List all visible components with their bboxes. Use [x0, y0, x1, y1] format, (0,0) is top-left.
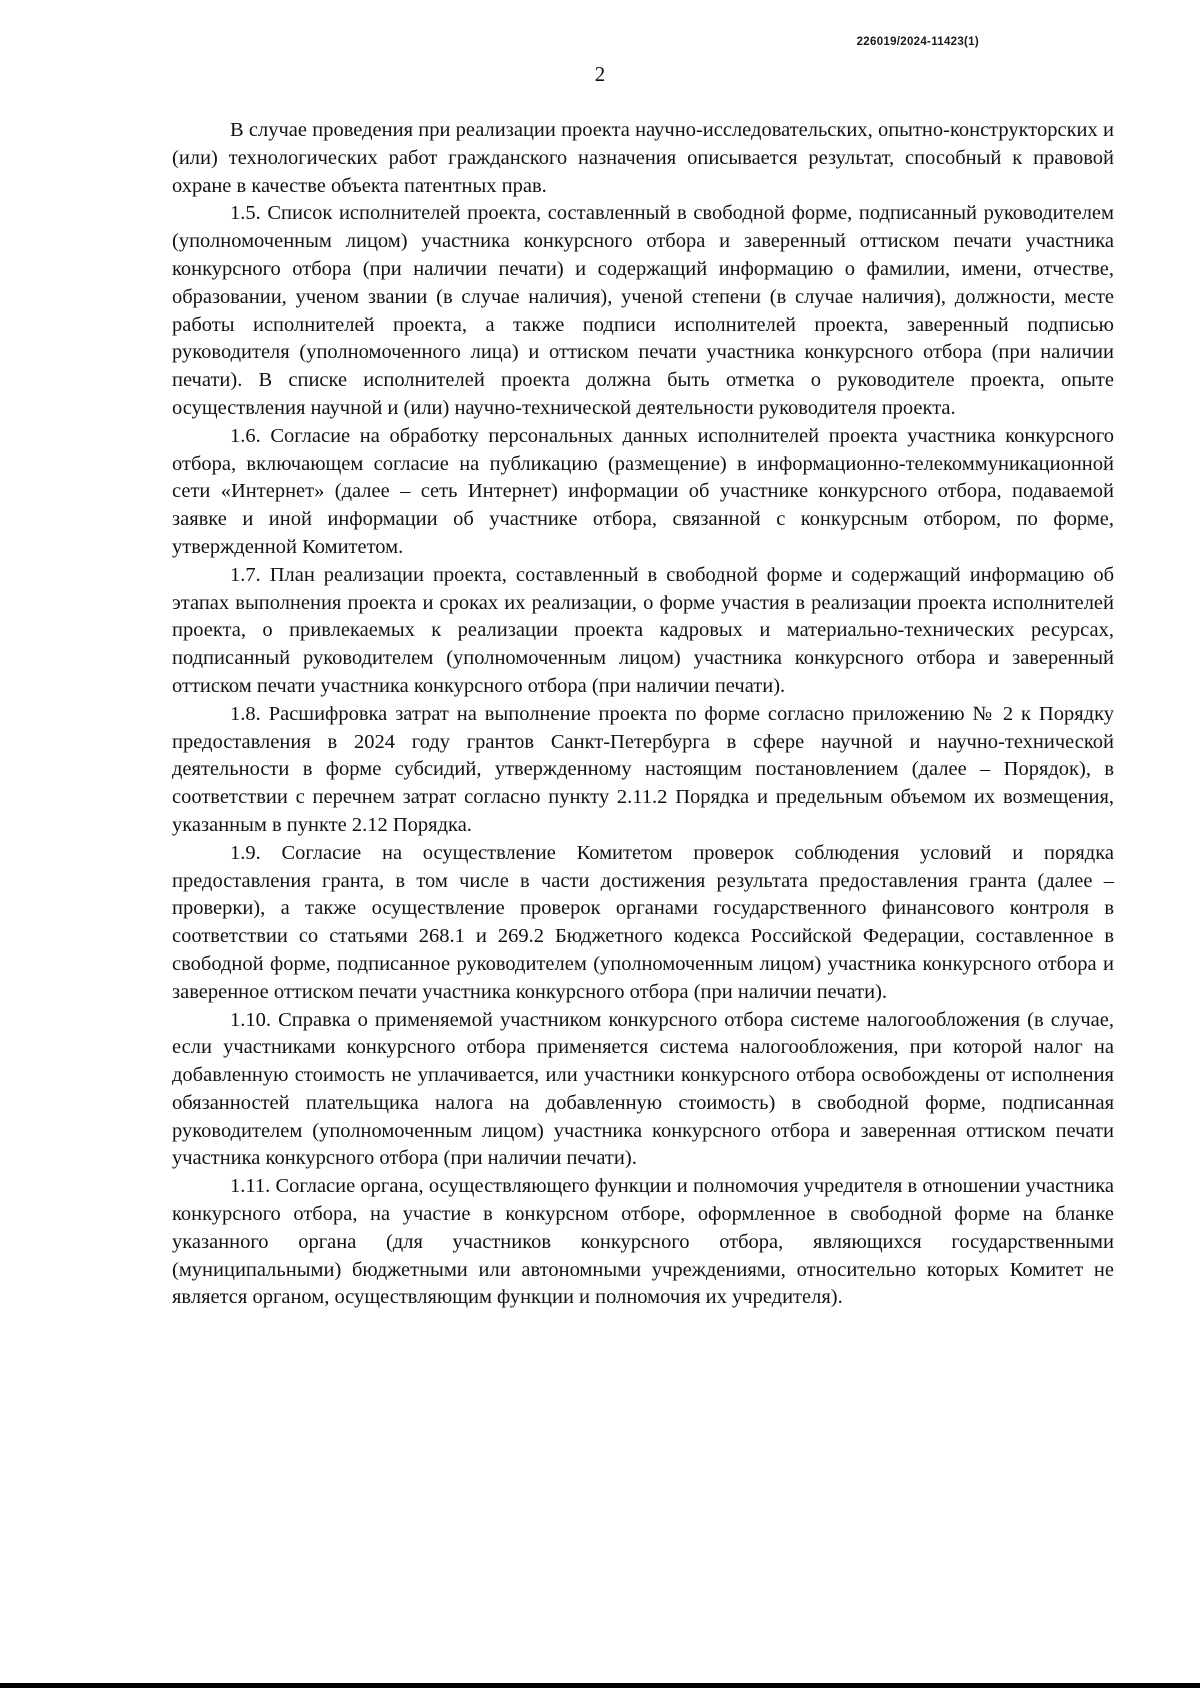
paragraph-1-6-personal-data-consent: 1.6. Согласие на обработку персональных данных исполнителей проекта участника конкурсного отбора, включающем согласие на публикацию (размещение) в информационно-телекоммуникационной сети «Интернет» (далее – сеть Интернет) информации об участнике конкурсного отбора, подаваемой заявке и иной информации об участнике отбора, связанной с конкурсным отбором, по форме, утвержденной Комитетом.	[172, 424, 1114, 558]
paragraph-1-10-tax-certificate: 1.10. Справка о применяемой участником конкурсного отбора системе налогообложения (в случае, если участниками конкурсного отбора применяется система налогообложения, при которой налог на добавленную стоимость не уплачивается, или участники конкурсного отбора освобождены от исполнения обязанностей плательщика налога на добавленную стоимость) в свободной форме, подписанная руководителем (уполномоченным лицом) участника конкурсного отбора и заверенная оттиском печати участника конкурсного отбора (при наличии печати).	[172, 1008, 1114, 1170]
page-number: 2	[594, 62, 606, 86]
paragraph-1-9-inspection-consent: 1.9. Согласие на осуществление Комитетом проверок соблюдения условий и порядка предоставления гранта, в том числе в части достижения результата предоставления гранта (далее – проверки), а также осуществление проверок органами государственного финансового контроля в соответствии со статьями 268.1 и 269.2 Бюджетного кодекса Российской Федерации, составленное в свободной форме, подписанное руководителем (уполномоченным лицом) участника конкурсного отбора и заверенное оттиском печати участника конкурсного отбора (при наличии печати).	[172, 841, 1114, 1003]
scan-bottom-edge	[0, 1683, 1200, 1688]
paragraph-1-7-implementation-plan: 1.7. План реализации проекта, составленный в свободной форме и содержащий информацию об этапах выполнения проекта и сроках их реализации, о форме участия в реализации проекта исполнителей проекта, о привлекаемых к реализации проекта кадровых и материально-технических ресурсах, подписанный руководителем (уполномоченным лицом) участника конкурсного отбора и заверенный оттиском печати участника конкурсного отбора (при наличии печати).	[172, 563, 1114, 697]
paragraph-patent-result: В случае проведения при реализации проекта научно-исследовательских, опытно-конструкторских и (или) технологических работ гражданского назначения описывается результат, способный к правовой охране в качестве объекта патентных прав.	[172, 119, 1114, 197]
document-body	[172, 117, 1114, 1312]
paragraph-1-5-executors-list: 1.5. Список исполнителей проекта, составленный в свободной форме, подписанный руководителем (уполномоченным лицом) участника конкурсного отбора и заверенный оттиском печати участника конкурсного отбора (при наличии печати) и содержащий информацию о фамилии, имени, отчестве, образовании, ученом звании (в случае наличия), ученой степени (в случае наличия), должности, месте работы исполнителей проекта, а также подписи исполнителей проекта, заверенный подписью руководителя (уполномоченного лица) и оттиском печати участника конкурсного отбора (при наличии печати). В списке исполнителей проекта должна быть отметка о руководителе проекта, опыте осуществления научной и (или) научно-технической деятельности руководителя проекта.	[172, 202, 1114, 419]
paragraph-1-8-cost-breakdown: 1.8. Расшифровка затрат на выполнение проекта по форме согласно приложению № 2 к Порядку предоставления в 2024 году грантов Санкт-Петербурга в сфере научной и научно-технической деятельности в форме субсидий, утвержденному настоящим постановлением (далее – Порядок), в соответствии с перечнем затрат согласно пункту 2.11.2 Порядка и предельным объемом их возмещения, указанным в пункте 2.12 Порядка.	[172, 702, 1114, 836]
document-registration-number: 226019/2024-11423(1)	[856, 36, 979, 48]
paragraph-1-11-founder-consent: 1.11. Согласие органа, осуществляющего функции и полномочия учредителя в отношении участника конкурсного отбора, на участие в конкурсном отборе, оформленное в свободной форме на бланке указанного органа (для участников конкурсного отбора, являющихся государственными (муниципальными) бюджетными или автономными учреждениями, относительно которых Комитет не является органом, осуществляющим функции и полномочия их учредителя).	[172, 1175, 1114, 1309]
